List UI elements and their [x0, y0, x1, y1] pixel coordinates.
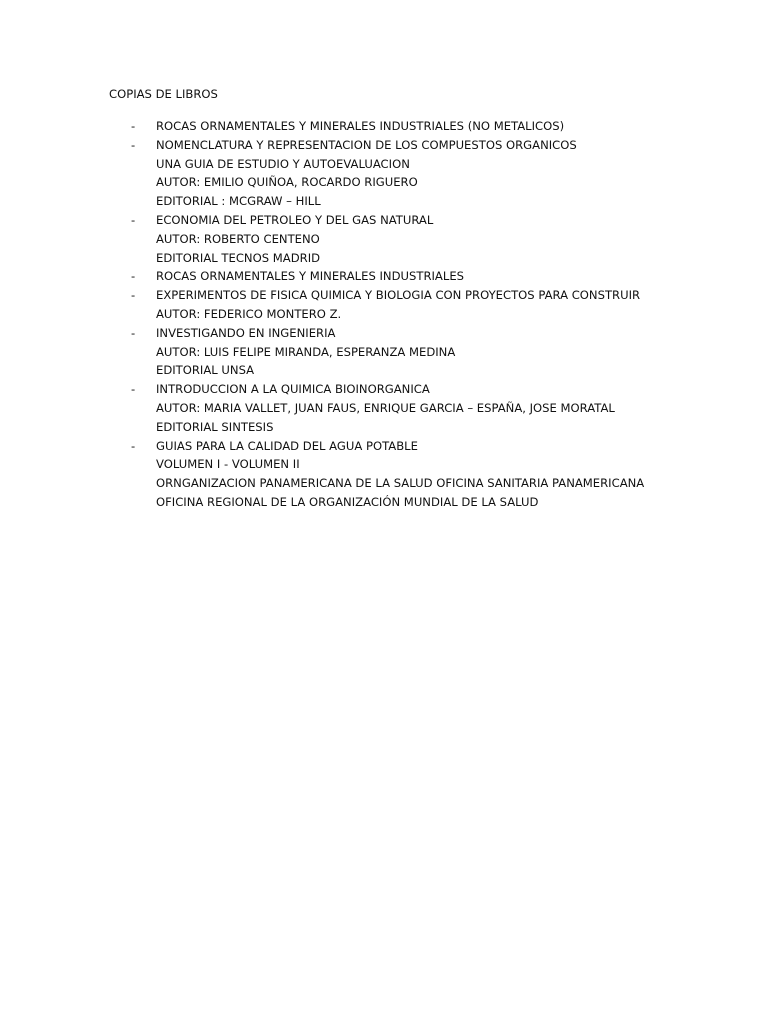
- bullet-dash: -: [131, 212, 136, 227]
- book-title: ROCAS ORNAMENTALES Y MINERALES INDUSTRIALES: [156, 269, 465, 284]
- book-entry: [109, 136, 729, 211]
- book-entry: [109, 437, 729, 512]
- book-detail-line: EDITORIAL : MCGRAW – HILL: [156, 194, 321, 209]
- book-detail-line: EDITORIAL SINTESIS: [156, 419, 274, 434]
- book-title: NOMENCLATURA Y REPRESENTACION DE LOS COMPUESTOS ORGANICOS: [156, 137, 577, 152]
- book-detail-line: EDITORIAL TECNOS MADRID: [156, 250, 321, 265]
- book-detail-line: AUTOR: FEDERICO MONTERO Z.: [156, 306, 342, 321]
- book-entry: [109, 267, 729, 286]
- book-entry: [109, 324, 729, 380]
- book-detail-line: AUTOR: ROBERTO CENTENO: [156, 231, 320, 246]
- bullet-dash: -: [131, 288, 136, 303]
- book-title: GUIAS PARA LA CALIDAD DEL AGUA POTABLE: [156, 438, 418, 453]
- book-detail-line: EDITORIAL UNSA: [156, 363, 255, 378]
- bullet-dash: -: [131, 137, 136, 152]
- book-detail-line: AUTOR: EMILIO QUIÑOA, ROCARDO RIGUERO: [156, 175, 418, 190]
- document-title: COPIAS DE LIBROS: [109, 87, 218, 101]
- bullet-dash: -: [131, 119, 136, 133]
- book-title: INVESTIGANDO EN INGENIERIA: [156, 325, 336, 340]
- book-title: EXPERIMENTOS DE FISICA QUIMICA Y BIOLOGIA CON PROYECTOS PARA CONSTRUIR: [156, 288, 641, 303]
- book-detail-line: UNA GUIA DE ESTUDIO Y AUTOEVALUACION: [156, 156, 410, 171]
- book-title: INTRODUCCION A LA QUIMICA BIOINORGANICA: [156, 382, 430, 397]
- book-entry: [109, 286, 729, 324]
- bullet-dash: -: [131, 325, 136, 340]
- book-entry: [109, 117, 729, 136]
- bullet-dash: -: [131, 382, 136, 397]
- bullet-dash: -: [131, 438, 136, 453]
- book-detail-line: ORNGANIZACION PANAMERICANA DE LA SALUD OFICINA SANITARIA PANAMERICANA: [156, 476, 645, 491]
- book-detail-line: VOLUMEN I - VOLUMEN II: [156, 457, 300, 472]
- book-title: ROCAS ORNAMENTALES Y MINERALES INDUSTRIALES (NO METALICOS): [156, 119, 565, 133]
- book-entry: [109, 211, 729, 267]
- book-list: [109, 117, 729, 512]
- bullet-dash: -: [131, 269, 136, 284]
- book-detail-line: OFICINA REGIONAL DE LA ORGANIZACIÓN MUNDIAL DE LA SALUD: [156, 494, 539, 509]
- book-title: ECONOMIA DEL PETROLEO Y DEL GAS NATURAL: [156, 212, 434, 227]
- book-detail-line: AUTOR: MARIA VALLET, JUAN FAUS, ENRIQUE GARCIA – ESPAÑA, JOSE MORATAL: [156, 400, 615, 415]
- book-entry: [109, 380, 729, 436]
- book-detail-line: AUTOR: LUIS FELIPE MIRANDA, ESPERANZA MEDINA: [156, 344, 456, 359]
